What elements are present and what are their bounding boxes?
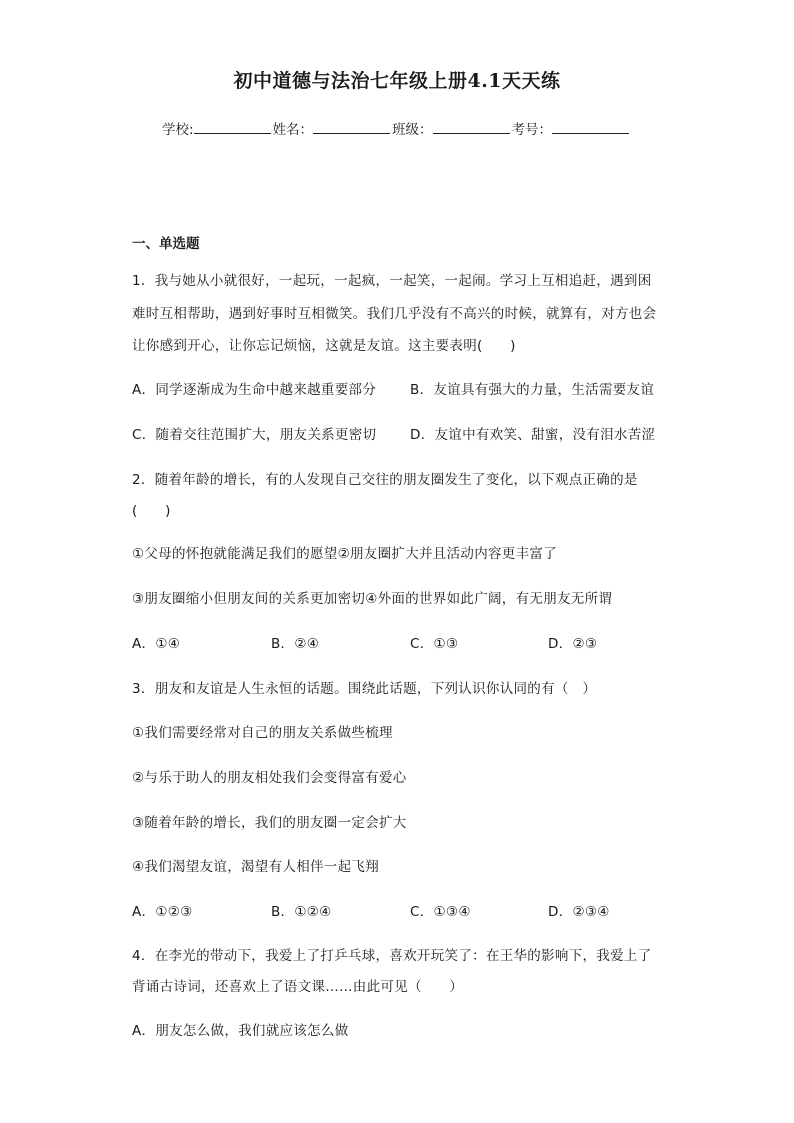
name-label: 姓名：	[272, 122, 314, 138]
q1-stem-line3: 让你感到开心，让你忘记烦恼，这就是友谊。这主要表明( )	[132, 338, 516, 354]
q1-option-b: B．友谊具有强大的力量，生活需要友谊	[410, 382, 655, 398]
q3-option-b: B．①②④	[271, 904, 332, 920]
q2-stem-line2: ( )	[132, 503, 171, 519]
q1-option-a: A．同学逐渐成为生命中越来越重要部分	[132, 382, 377, 398]
number-blank	[552, 121, 629, 134]
q3-item-1: ①我们需要经常对自己的朋友关系做些梳理	[132, 725, 393, 741]
q3-option-c: C．①③④	[410, 904, 471, 920]
q4-stem-line1: 4．在李光的带动下，我爱上了打乒乓球，喜欢开玩笑了：在王华的影响下，我爱上了	[132, 948, 652, 964]
q3-item-3: ③随着年龄的增长，我们的朋友圈一定会扩大	[132, 815, 407, 831]
q2-option-b: B．②④	[271, 636, 320, 652]
q1-stem-line1: 1．我与她从小就很好，一起玩，一起疯，一起笑，一起闹。学习上互相追赶，遇到困	[132, 273, 652, 289]
q4-option-a: A．朋友怎么做，我们就应该怎么做	[132, 1023, 349, 1039]
q3-option-d: D．②③④	[548, 904, 610, 920]
name-blank	[313, 121, 390, 134]
q2-option-c: C．①③	[410, 636, 459, 652]
section-heading: 一、单选题	[132, 236, 200, 252]
q2-item-line2: ③朋友圈缩小但朋友间的关系更加密切④外面的世界如此广阔，有无朋友无所谓	[132, 591, 613, 607]
q4-stem-line2: 背诵古诗词，还喜欢上了语文课……由此可见（ ）	[132, 979, 464, 995]
q1-option-c: C．随着交往范围扩大，朋友关系更密切	[132, 427, 377, 443]
school-blank	[194, 121, 271, 134]
q1-stem-line2: 难时互相帮助，遇到好事时互相微笑。我们几乎没有不高兴的时候，就算有，对方也会	[132, 306, 657, 322]
number-label: 考号：	[511, 122, 553, 138]
q3-item-2: ②与乐于助人的朋友相处我们会变得富有爱心	[132, 770, 407, 786]
class-label: 班级：	[392, 122, 433, 138]
q2-option-d: D．②③	[548, 636, 598, 652]
q2-item-line1: ①父母的怀抱就能满足我们的愿望②朋友圈扩大并且活动内容更丰富了	[132, 546, 558, 562]
q3-item-4: ④我们渴望友谊，渴望有人相伴一起飞翔	[132, 859, 380, 875]
student-info-row	[162, 118, 631, 138]
q3-stem-line1: 3．朋友和友谊是人生永恒的话题。围绕此话题，下列认识你认同的有（ ）	[132, 681, 597, 697]
school-label: 学校:	[162, 122, 194, 138]
q2-stem-line1: 2．随着年龄的增长，有的人发现自己交往的朋友圈发生了变化，以下观点正确的是	[132, 472, 638, 488]
q1-option-d: D．友谊中有欢笑、甜蜜，没有泪水苦涩	[410, 427, 656, 443]
q3-option-a: A．①②③	[132, 904, 193, 920]
page-title: 初中道德与法治七年级上册4.1天天练	[233, 70, 561, 92]
class-blank	[433, 121, 510, 134]
q2-option-a: A．①④	[132, 636, 181, 652]
